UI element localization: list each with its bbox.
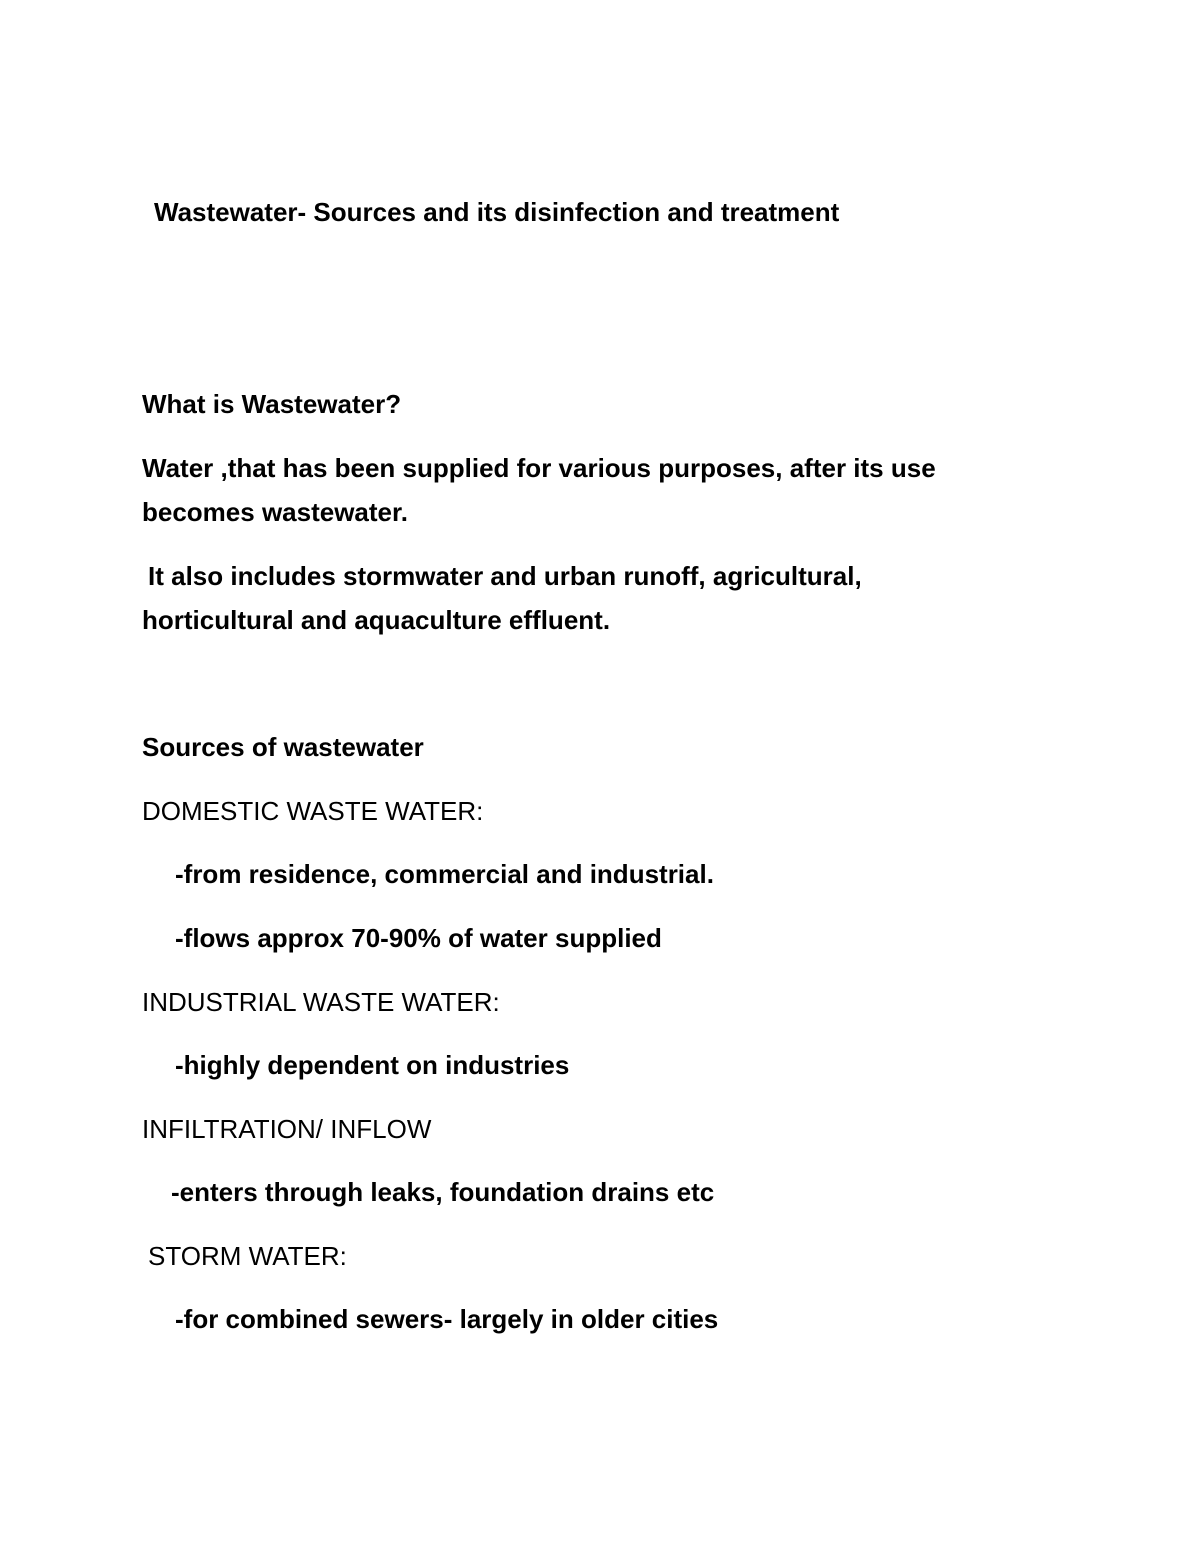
definition-paragraph-line-2: becomes wastewater. xyxy=(142,497,408,527)
source-item-domestic-flow: -flows approx 70-90% of water supplied xyxy=(175,923,662,953)
includes-paragraph-line-2: horticultural and aquaculture effluent. xyxy=(142,605,611,635)
source-label-domestic: DOMESTIC WASTE WATER: xyxy=(142,796,484,826)
source-label-industrial: INDUSTRIAL WASTE WATER: xyxy=(142,987,500,1017)
document-title: Wastewater- Sources and its disinfection and treatment xyxy=(154,197,840,227)
definition-paragraph-line-1: Water ,that has been supplied for various purposes, after its use xyxy=(142,453,936,483)
section-heading-what-is-wastewater: What is Wastewater? xyxy=(142,389,402,419)
source-item-storm: -for combined sewers- largely in older cities xyxy=(175,1304,719,1334)
source-item-domestic-origin: -from residence, commercial and industrial. xyxy=(175,859,714,889)
source-label-storm: STORM WATER: xyxy=(148,1241,347,1271)
section-heading-sources: Sources of wastewater xyxy=(142,732,424,762)
includes-paragraph-line-1: It also includes stormwater and urban runoff, agricultural, xyxy=(148,561,862,591)
source-item-industrial: -highly dependent on industries xyxy=(175,1050,570,1080)
source-item-infiltration: -enters through leaks, foundation drains etc xyxy=(171,1177,715,1207)
source-label-infiltration: INFILTRATION/ INFLOW xyxy=(142,1114,432,1144)
